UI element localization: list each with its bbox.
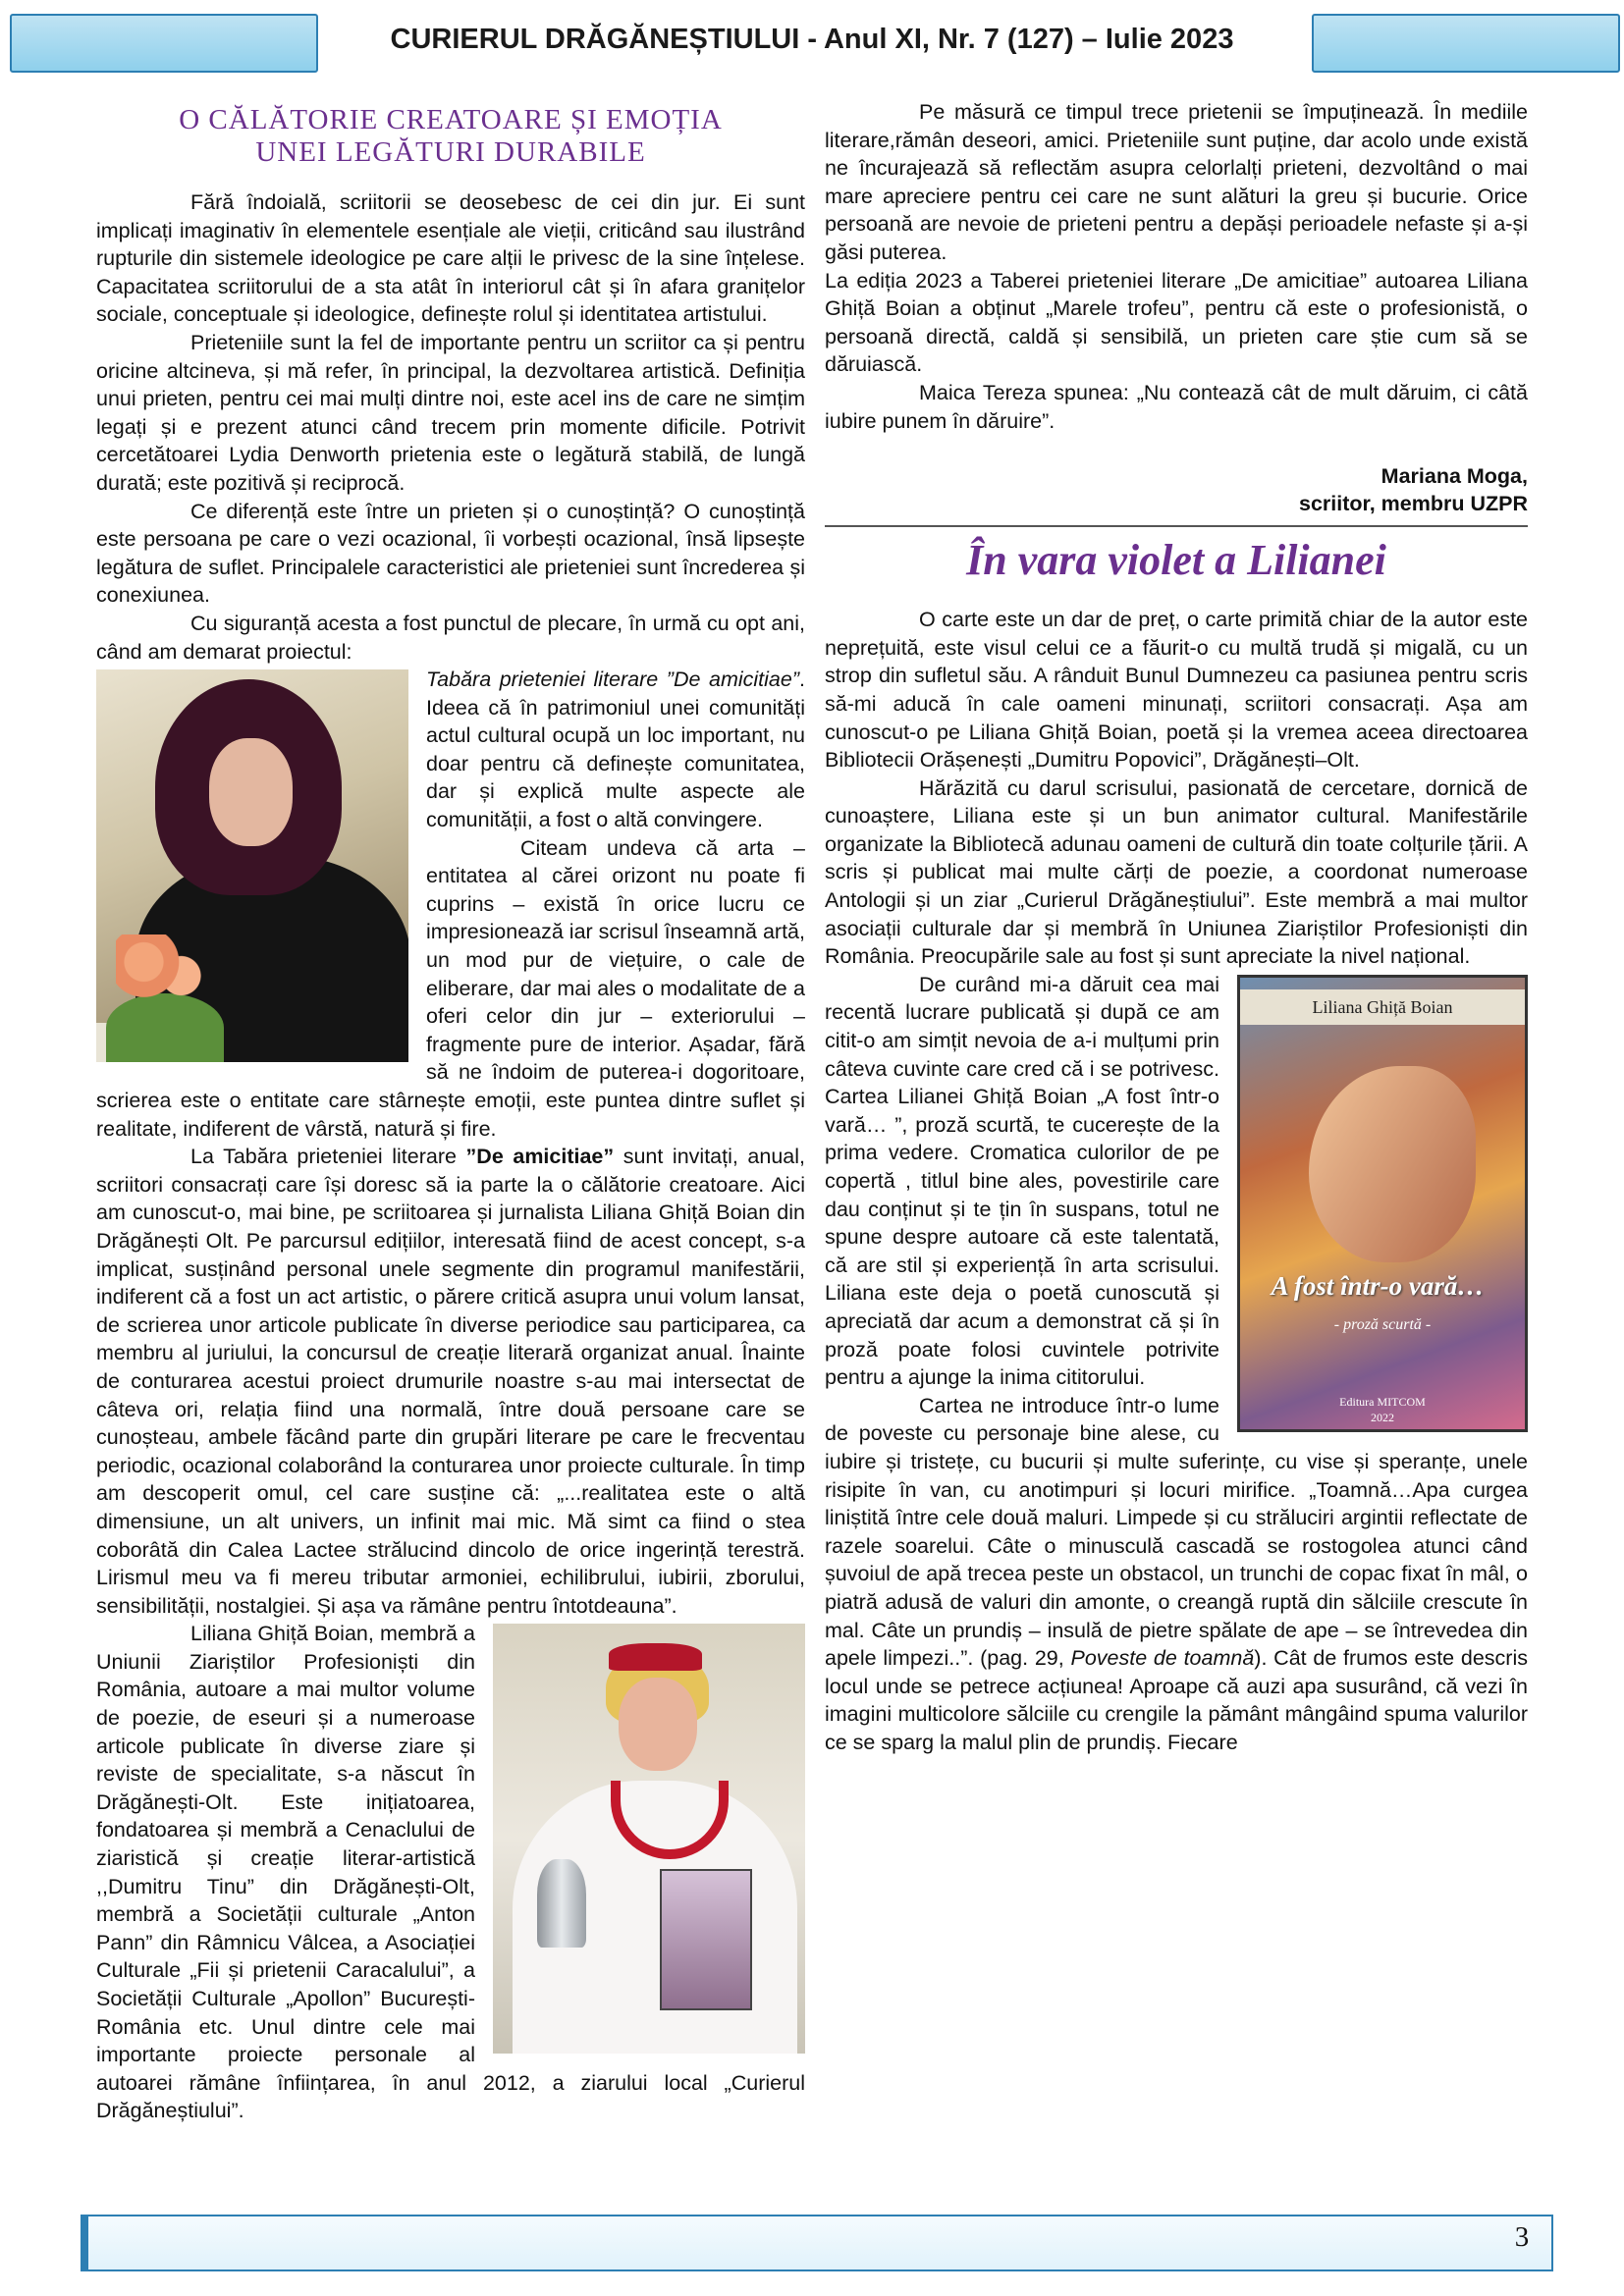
article1-paragraph: Citeam undeva că arta – entitatea al cărei orizont nu poate fi cuprins – există în orice lucru ce impresionează iar scrisul înseamnă artă, un mod pur de viețuire, o cale de eliberare, dar mai ales o modalitate de a oferi celor din jur – exteriorului – fragmente pure de interior. Așadar, fără să ne îndoim de puterea-i dogoritoare, scrierea este o entitate care stârnește emoții, este puntea dintre suflet și realitate, indiferent de vârstă, natură și fire. <box>96 835 805 1141</box>
book-cover-publisher: Editura MITCOM <box>1339 1394 1426 1409</box>
article2-paragraph: Cartea ne introduce într-o lume de poveste cu personaje bine alese, cu iubire și tristețe, cu bucurii și multe suferințe, cu vise și speranțe, unele risipite în van, cu anotimpuri și locuri mirifice. „Toamnă…Apa curgea liniștită între cele două maluri. Limpede și cu străluciri argintii reflectate de razele soarelui. Câte o minusculă cascadă se rostogolea atunci când șuvoiul de apă trecea peste un obstacol, un trunchi de copac fixat în mâl, o piatră adusă de valuri din amonte, o creangă ruptă din sălciile crescute în mal. Câte un prundiș – insulă de pietre spălate de ape – se întrevedea din apele limpezi..”. (pag. 29, Poveste de toamnă). Cât de frumos este descris locul unde se petrece acțiunea! Aproape că auzi apa susurând, că vezi în imagini multicolore sălciile cu crengile la pământ mângâind spuma valurilor ce se sparg la malul plin de prundiș. Fiecare <box>825 1393 1528 1754</box>
article1-paragraph: La ediția 2023 a Taberei prieteniei literare „De amicitiae” autoarea Liliana Ghiță Boian a obținut „Marele trofeu”, pentru că este o profesionistă, o persoană directă, caldă și sensibilă, un prieten care știe cum să se dăruiască. <box>825 268 1528 377</box>
article1-paragraph: Liliana Ghiță Boian, membră a Uniunii Ziariștilor Profesioniști din România, autoare a mai multor volume de poezie, de eseuri și a numeroase articole publicate în diverse ziare și reviste de specialitate, s-a născut în Drăgănești-Olt. Este inițiatoarea, fondatoarea și membră a Cenaclului de ziaristică și creație literar-artistică ,,Dumitru Tinu” din Drăgănești-Olt, membră a Societății culturale „Anton Pann” din Râmnicu Vâlcea, a Asociației Culturale „Fii și prietenii Caracalului”, a Societății Culturale „Apollon” București-România etc. Unul dintre cele mai importante proiecte personale al autoarei rămâne înființarea, în anul 2012, a ziarului local „Curierul Drăgăneștiului”. <box>96 1622 805 2123</box>
book-cover-image <box>1237 975 1528 1432</box>
article2-title: În vara violet a Lilianei <box>966 536 1386 585</box>
article2-paragraph: O carte este un dar de preț, o carte primită chiar de la autor este neprețuită, este visul celui ce a făurit-o cu multă trudă și migală, cu un strop din sufletul său. A rânduit Bunul Dumnezeu ca pasiunea pentru scris să-mi aducă în cale oameni minunați, scriitori consacrați. Așa am cunoscut-o pe Liliana Ghiță Boian, poetă și la vremea aceea directoarea Bibliotecii Orășenești „Dumitru Popovici”, Drăgănești–Olt. <box>825 608 1528 773</box>
article1-signature <box>825 462 1528 517</box>
article1-paragraph: La Tabăra prieteniei literare ”De amicitiae” sunt invitați, anual, scriitori consacrați care își doresc să ia parte la o călătorie creatoare. Aici am cunoscut-o, mai bine, pe scriitoarea și jurnalista Liliana Ghiță Boian din Drăgănești Olt. Pe parcursul edițiilor, interesată fiind de acest concept, s-a implicat, susținând personal unele segmente din programul manifestării, indiferent că a fost un act artistic, o părere critică asupra unui volum lansat, de scrierea unor articole publicate în diverse periodice sau participarea, ca membru al juriului, la concursul de creație literară organizat anual. Înainte de conturarea acestui proiect drumurile noastre s-au mai intersectat de câteva ori, relația fiind una normală, între două persoane care se cunoșteau, ambele făcând parte din grupări literare pe care le frecventau periodic, ocazional colaborând la conturarea unor proiecte culturale. În timp am descoperit omul, cel care susține că: „...realitatea este o altă dimensiune, un alt univers, un infinit mai mic. Mă simt ca fiind o stea coborâtă din Calea Lactee strălucind dincolo de orice ingerință terestră. Lirismul meu va fi mereu tributar armoniei, echilibrului, iubirii, zborului, sensibilității, nostalgiei. Și așa va rămâne pentru întotdeauna”. <box>96 1145 805 1618</box>
book-cover-title: A fost într-o vară… <box>1271 1270 1485 1301</box>
right-column <box>825 98 1528 2204</box>
article1-paragraph: Fără îndoială, scriitorii se deosebesc de cei din jur. Ei sunt implicați imaginativ în elementele esențiale ale vieții, criticând sau ilustrând rupturile din sistemele ideologice pe care alții le privesc de la sine înțelese. Capacitatea scriitorului de a sta atât în interiorul cât și în afara granițelor sociale, conceptuale și ideologice, definește rolul și identitatea artistului. <box>96 190 805 327</box>
article1-title: O CĂLĂTORIE CREATOARE ȘI EMOȚIA UNEI LEGĂTURI DURABILE <box>179 104 723 168</box>
page-number: 3 <box>1514 2221 1530 2253</box>
book-cover-year: 2022 <box>1371 1410 1394 1424</box>
article2-paragraph: Hărăzită cu darul scrisului, pasionată de cercetare, dornică de cunoaștere, Liliana este și un bun animator cultural. Manifestările organizate la Bibliotecă adunau oameni de cultură din toate colțurile țării. A scris și publicat mai multe cărți de poezie, a coordonat numeroase Antologii și un ziar „Curierul Drăgăneștiului”. Este membră a mai multor asociații culturale dar și membră în Uniunea Ziariștilor Profesioniști din România. Preocupările sale au fost și sunt apreciate la nivel național. <box>825 775 1528 969</box>
photo-liliana-ghita-boian <box>493 1624 805 2054</box>
article1-paragraph: Maica Tereza spunea: „Nu contează cât de mult dăruim, ci câtă iubire punem în dăruire”. <box>825 380 1528 433</box>
article1-paragraph: Cu siguranță acesta a fost punctul de plecare, în urmă cu opt ani, când am demarat proiectul: <box>96 611 805 664</box>
author-name: Mariana Moga, <box>1380 464 1528 489</box>
article1-paragraph: Ce diferență este între un prieten și o cunoștință? O cunoștință este persoana pe care o vezi ocazional, îi vorbești ocazional, însă lipsește legătura de suflet. Principalele caracteristici ale prieteniei sunt încrederea și conexiunea. <box>96 499 805 608</box>
author-photo-mariana-moga <box>96 669 408 1062</box>
left-column: O CĂLĂTORIE CREATOARE ȘI EMOȚIA UNEI LEGĂTURI DURABILE Fără îndoială, scriitorii se deosebesc de cei din jur. Ei sunt implicați imaginativ în elementele esențiale ale vieții, criticând sau ilustrând rupturile din sistemele ideologice pe care alții le privesc de la sine înțelese. Capacitatea scriitorului de a sta atât în interiorul cât și în afara granițelor sociale, conceptuale și ideologice, definește rolul și identitatea artistului. Prieteniile sunt la fel de importante pentru un scriitor ca și pentru oricine altcineva, și mă refer, în principal, la dezvoltarea artistică. Definiția unui prieten, pentru cei mai mulți dintre noi, este acel ins de care ne simțim legați și e prezent atunci când trecem prin momente dificile. Potrivit cercetătoarei Lydia Denworth prietenia este o legătură stabilă, de lungă durată; este pozitivă și reciprocă. Ce diferență este între un prieten și o cunoștință? O cunoștință este persoana pe care o vezi ocazional, îi vorbești ocazional, însă lipsește legătura de suflet. Principalele caracteristici ale prieteniei sunt încrederea și conexiunea. Cu siguranță acesta a fost punctul de plecare, în urmă cu opt ani, când am demarat proiectul: Tabăra prieteniei literare ”De amicitiae”. Ideea că în patrimoniul unei comunități actul cultural ocupă un loc important, nu doar pentru că definește comunitatea, dar și explică multe aspecte ale comunității, a fost o altă convingere. Citeam undeva că arta – entitatea al cărei orizont nu poate fi cuprins – există în orice lucru ce impresionează iar scrisul înseamnă artă, un mod pur de viețuire, o cale de eliberare, dar mai ales o modalitate de a oferi celor din jur – exteriorului – fragmente pure de interior. Așadar, fără să ne îndoim de puterea-i dogoritoare, scrierea este o entitate care stârnește emoții, este puntea dintre suflet și realitate, indiferent de vârstă, natură și fire. La Tabăra prieteniei literare ”De amicitiae” sunt invitați, anual, scriitori consacrați care își doresc să ia parte la o călătorie creatoare. Aici am cunoscut-o, mai bine, pe scriitoarea și jurnalista Liliana Ghiță Boian din Drăgănești Olt. Pe parcursul edițiilor, interesată fiind de acest concept, s-a implicat, susținând personal unele segmente din programul manifestării, indiferent că a fost un act artistic, o părere critică asupra unui volum lansat, de scrierea unor articole publicate în diverse periodice sau participarea, ca membru al juriului, la concursul de creație literară organizat anual. Înainte de conturarea acestui proiect drumurile noastre s-au mai intersectat de câteva ori, relația fiind una normală, între două persoane care se cunoșteau, ambele făcând parte din grupări literare pe care le frecventau periodic, ocazional colaborând la conturarea unor proiecte culturale. În timp am descoperit omul, cel care susține că: „...realitatea este o altă dimensiune, un alt univers, un infinit mai mic. Mă simt ca fiind o stea coborâtă din Calea Lactee strălucind dincolo de orice ingerință terestră. Lirismul meu va fi mereu tributar armoniei, echilibrului, iubirii, zborului, sensibilității, nostalgiei. Și așa va rămâne pentru întotdeauna”. Liliana Ghiță Boian, membră a Uniunii Ziariștilor Profesioniști din România, autoare a mai multor volume de poezie, de eseuri și a numeroase articole publicate în diverse ziare și reviste de specialitate, s-a născut în Drăgănești-Olt. Este inițiatoarea, fondatoarea și membră a Cenaclului de ziaristică și creație literar-artistică ,,Dumitru Tinu” din Drăgănești-Olt, membră a Societății culturale „Anton Pann” din Râmnicu Vâlcea, a Asociației Culturale „Fii și prietenii Caracalului”, a Societății Culturale „Apollon” București-România etc. Unul dintre cele mai importante proiecte personale al autoarei rămâne înființarea, în anul 2012, a ziarului local „Curierul Drăgăneștiului”. <box>96 98 805 2204</box>
article2-paragraph: De curând mi-a dăruit cea mai recentă lucrare publicată și după ce am citit-o am simțit nevoia de a-i mulțumi prin câteva cuvinte care cred că i se potrivesc. Cartea Lilianei Ghiță Boian „A fost într-o vară… ”, proză scurtă, te cucerește de la prima vedere. Cromatica culorilor de pe copertă , titlul bine ales, povestirile care dau conținut și te țin în suspans, totul ne spune despre autoare că este talentată, că are stil și experiență în arta scrisului. Liliana este deja o poetă cunoscută și apreciată dar acum a demonstrat că și în proză poate folosi cuvintele potrivite pentru a ajunge la inima cititorului. <box>825 972 1219 1390</box>
book-cover-genre: - proză scurtă - <box>1333 1315 1432 1333</box>
article-separator <box>825 525 1528 527</box>
article1-paragraph: Pe măsură ce timpul trece prietenii se împuținează. În mediile literare,rămân deseori, amici. Prieteniile sunt puține, dar acolo unde există ne încurajează să reflectăm asupra celorlalți prieteni, dezvoltând o mai mare apreciere pentru cei care ne sunt alături la greu și bucurie. Orice persoană are nevoie de prieteni pentru a depăși perioadele nefaste și a-și găsi puterea. <box>825 100 1528 264</box>
header-decor-left <box>10 14 318 73</box>
author-role: scriitor, membru UZPR <box>1299 492 1528 516</box>
header-decor-right <box>1312 14 1620 73</box>
article1-paragraph: Prieteniile sunt la fel de importante pentru un scriitor ca și pentru oricine altcineva, și mă refer, în principal, la dezvoltarea artistică. Definiția unui prieten, pentru cei mai mulți dintre noi, este acel ins de care ne simțim legați și e prezent atunci când trecem prin momente dificile. Potrivit cercetătoarei Lydia Denworth prietenia este o legătură stabilă, de lungă durată; este pozitivă și reciprocă. <box>96 330 805 495</box>
footer-bar <box>81 2215 1553 2271</box>
book-cover-author: Liliana Ghiță Boian <box>1240 989 1525 1026</box>
newspaper-header-title: CURIERUL DRĂGĂNEȘTIULUI - Anul XI, Nr. 7 (127) – Iulie 2023 <box>390 24 1234 55</box>
